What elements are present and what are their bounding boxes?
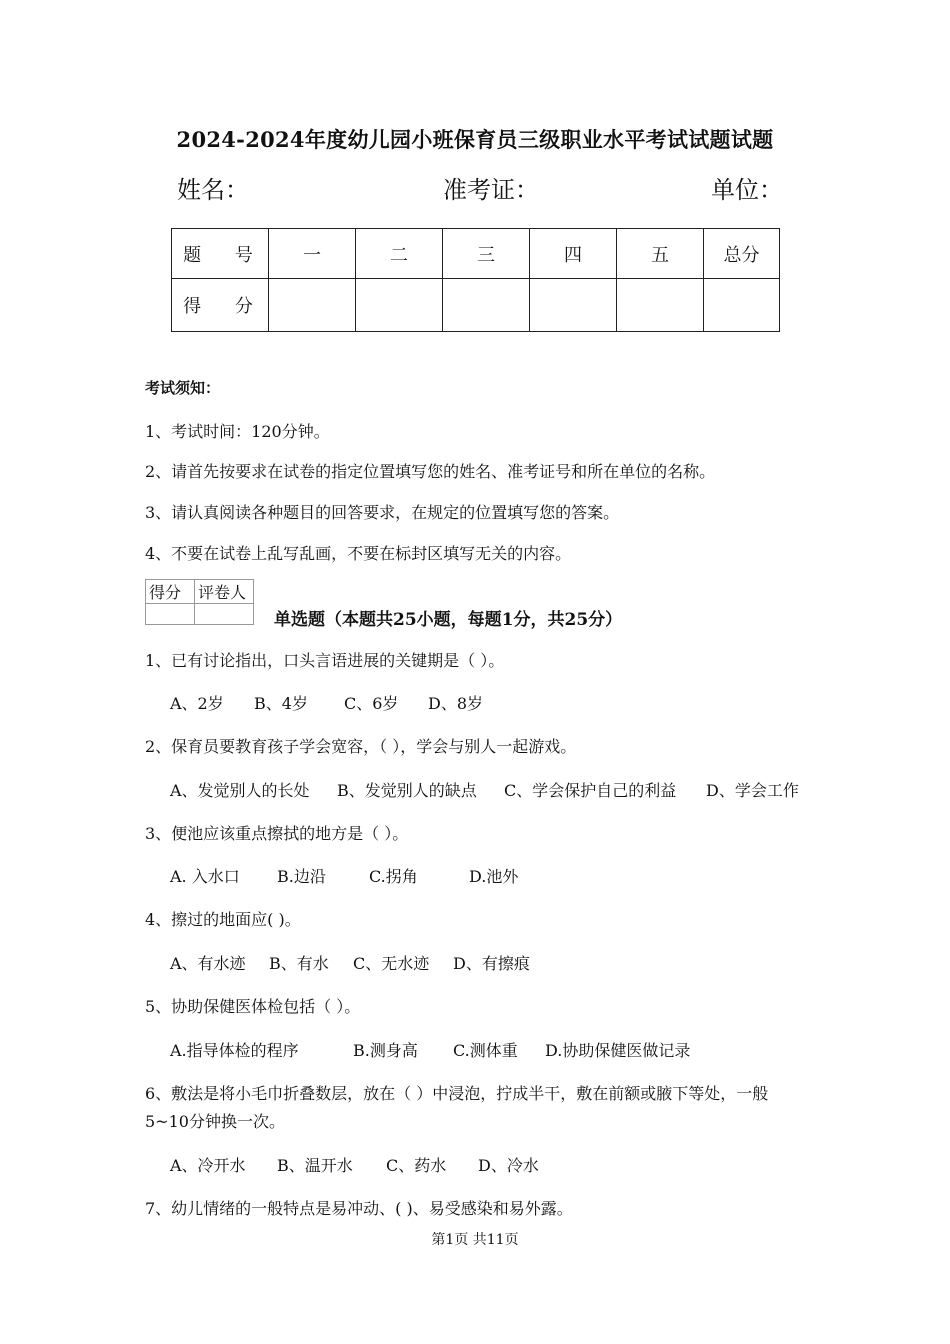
- option[interactable]: B.测身高: [353, 1041, 418, 1060]
- notice-item: 4、不要在试卷上乱写乱画，不要在标封区填写无关的内容。: [145, 544, 572, 563]
- option[interactable]: A. 入水口: [170, 867, 240, 886]
- question-text: 1、已有讨论指出，口头言语进展的关键期是（ ）。: [145, 651, 505, 670]
- question-text: 4、擦过的地面应( )。: [145, 910, 301, 929]
- grader-box: [145, 579, 254, 625]
- option[interactable]: A、冷开水: [170, 1156, 246, 1175]
- score-table-cell: 四: [530, 229, 617, 279]
- option[interactable]: B、温开水: [277, 1156, 353, 1175]
- grader-reviewer-label: 评卷人: [195, 580, 254, 604]
- option[interactable]: B、有水: [269, 954, 329, 973]
- score-table-cell: 三: [443, 229, 530, 279]
- grader-score-cell[interactable]: [146, 604, 195, 625]
- notice-item: 3、请认真阅读各种题目的回答要求，在规定的位置填写您的答案。: [145, 503, 620, 522]
- score-table-cell: 得 分: [172, 279, 269, 332]
- name-label: 姓名：: [177, 176, 249, 204]
- page-title: 2024-2024年度幼儿园小班保育员三级职业水平考试试题试题: [176, 127, 774, 152]
- exam-id-label: 准考证：: [443, 176, 539, 204]
- score-table-score-row: [172, 279, 780, 332]
- notice-heading: 考试须知：: [145, 379, 221, 397]
- score-input-cell[interactable]: [356, 279, 443, 332]
- notice-item: 2、请首先按要求在试卷的指定位置填写您的姓名、准考证号和所在单位的名称。: [145, 462, 716, 481]
- option[interactable]: B.边沿: [277, 867, 326, 886]
- option[interactable]: C.拐角: [369, 867, 418, 886]
- question-options: [170, 1153, 539, 1176]
- grader-reviewer-cell[interactable]: [195, 604, 254, 625]
- option[interactable]: A、发觉别人的长处: [170, 781, 310, 800]
- option[interactable]: C、6岁: [344, 694, 399, 713]
- option[interactable]: C、学会保护自己的利益: [504, 781, 677, 800]
- option[interactable]: D、有擦痕: [453, 954, 530, 973]
- grader-score-label: 得分: [146, 580, 195, 604]
- option[interactable]: C.测体重: [453, 1041, 518, 1060]
- question-text: 3、便池应该重点擦拭的地方是（ ）。: [145, 824, 409, 843]
- question-options: [170, 1038, 690, 1061]
- unit-label: 单位：: [711, 176, 783, 204]
- score-table-cell: 二: [356, 229, 443, 279]
- score-table-cell: 五: [617, 229, 704, 279]
- score-input-cell[interactable]: [443, 279, 530, 332]
- score-table-cell: 题 号: [172, 229, 269, 279]
- question-text: 6、敷法是将小毛巾折叠数层，放在（ ）中浸泡，拧成半干，敷在前额或腋下等处，一般: [145, 1084, 769, 1103]
- score-table-cell: 一: [269, 229, 356, 279]
- option[interactable]: D.协助保健医做记录: [545, 1041, 691, 1060]
- score-table-cell: 总分: [704, 229, 780, 279]
- question-options: [170, 691, 483, 714]
- question-text: 7、幼儿情绪的一般特点是易冲动、( )、易受感染和易外露。: [145, 1199, 573, 1218]
- question-text: 2、保育员要教育孩子学会宽容，（ ），学会与别人一起游戏。: [145, 737, 577, 756]
- question-options: [170, 778, 799, 801]
- option[interactable]: B、发觉别人的缺点: [337, 781, 477, 800]
- option[interactable]: D、学会工作: [706, 781, 799, 800]
- score-input-cell[interactable]: [704, 279, 780, 332]
- question-text-continued: 5~10分钟换一次。: [145, 1112, 285, 1131]
- section-title: 单选题（本题共25小题，每题1分，共25分）: [274, 610, 623, 630]
- option[interactable]: B、4岁: [254, 694, 308, 713]
- question-options: [170, 951, 530, 974]
- option[interactable]: A、有水迹: [170, 954, 246, 973]
- score-input-cell[interactable]: [269, 279, 356, 332]
- option[interactable]: D、冷水: [478, 1156, 539, 1175]
- option[interactable]: C、无水迹: [353, 954, 430, 973]
- score-input-cell[interactable]: [617, 279, 704, 332]
- score-input-cell[interactable]: [530, 279, 617, 332]
- question-options: [170, 864, 518, 887]
- score-table-header-row: [172, 229, 780, 279]
- option[interactable]: D、8岁: [428, 694, 484, 713]
- option[interactable]: C、药水: [386, 1156, 447, 1175]
- question-text: 5、协助保健医体检包括（ ）。: [145, 997, 361, 1016]
- option[interactable]: A、2岁: [170, 694, 224, 713]
- option[interactable]: A.指导体检的程序: [170, 1041, 299, 1060]
- page-footer: 第1页 共11页: [431, 1232, 519, 1248]
- score-table: [171, 228, 780, 332]
- option[interactable]: D.池外: [469, 867, 519, 886]
- notice-item: 1、考试时间：120分钟。: [145, 422, 330, 441]
